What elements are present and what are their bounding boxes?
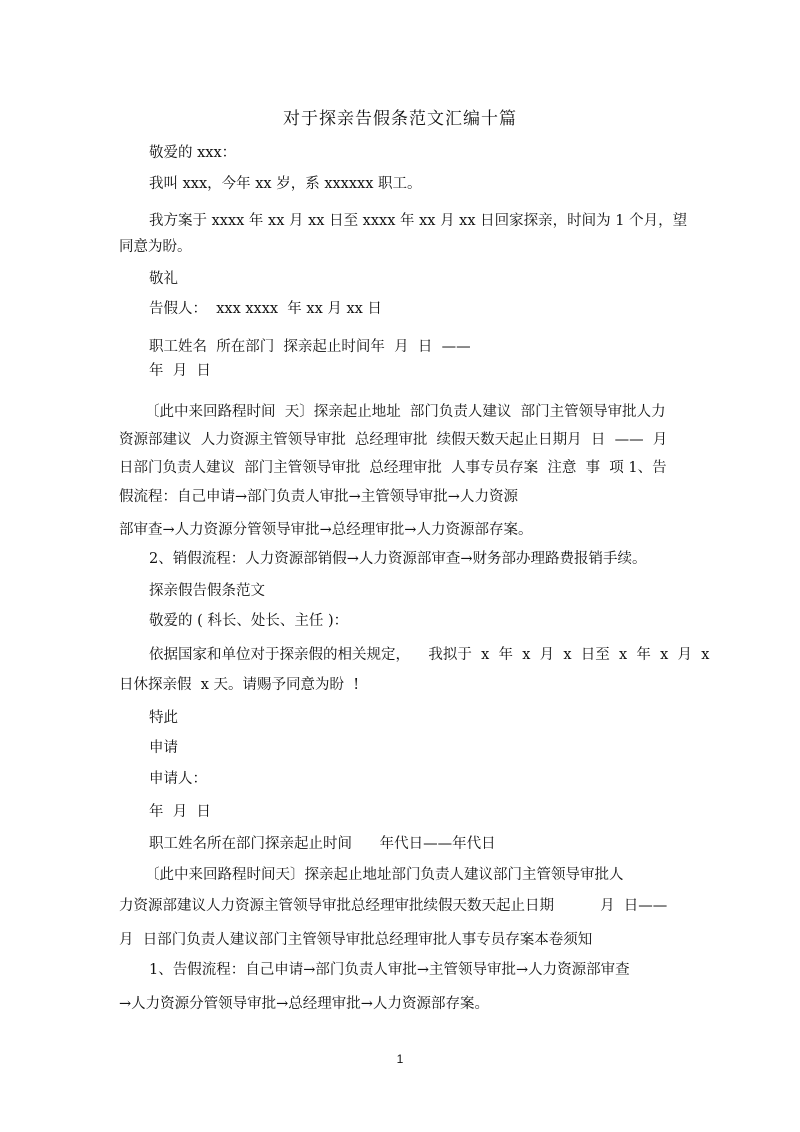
text-line: 1、告假流程：自己申请→部门负责人审批→主管领导审批→人力资源部审查 bbox=[149, 962, 630, 978]
text-line: 特此 bbox=[149, 710, 178, 726]
text-line: 部审查→人力资源分管领导审批→总经理审批→人力资源部存案。 bbox=[119, 522, 533, 538]
text-line: 职工姓名 所在部门 探亲起止时间年 月 日 —— bbox=[149, 339, 471, 355]
text-line: 资源部建议 人力资源主管领导审批 总经理审批 续假天数天起止日期月 日 —— 月 bbox=[119, 432, 668, 448]
text-line: 力资源部建议人力资源主管领导审批总经理审批续假天数天起止日期 月 日—— bbox=[119, 898, 668, 914]
text-line: 2、销假流程：人力资源部销假→人力资源部审查→财务部办理路费报销手续。 bbox=[149, 551, 647, 567]
text-line: 职工姓名所在部门探亲起止时间 年代日——年代日 bbox=[149, 836, 496, 852]
text-line: 告假人： xxx xxxx 年 xx 月 xx 日 bbox=[149, 301, 382, 317]
text-line: 日部门负责人建议 部门主管领导审批 总经理审批 人事专员存案 注意 事 项 1、告 bbox=[119, 460, 667, 476]
text-line: 我叫 xxx，今年 xx 岁，系 xxxxxx 职工。 bbox=[149, 176, 422, 192]
text-line: 探亲假告假条范文 bbox=[149, 583, 265, 599]
text-line: 〔此中来回路程时间 天〕探亲起止地址 部门负责人建议 部门主管领导审批人力 bbox=[145, 404, 666, 420]
text-line: 月 日部门负责人建议部门主管领导审批总经理审批人事专员存案本卷须知 bbox=[119, 932, 593, 948]
text-line: 年 月 日 bbox=[149, 363, 211, 379]
text-line: 〔此中来回路程时间天〕探亲起止地址部门负责人建议部门主管领导审批人 bbox=[145, 867, 624, 883]
text-line: 敬礼 bbox=[149, 271, 178, 287]
text-line: 申请人： bbox=[149, 771, 207, 787]
text-line: 年 月 日 bbox=[149, 804, 211, 820]
text-line: 假流程：自己申请→部门负责人审批→主管领导审批→人力资源 bbox=[119, 489, 518, 505]
text-line: →人力资源分管领导审批→总经理审批→人力资源部存案。 bbox=[119, 996, 489, 1012]
text-line: 申请 bbox=[149, 740, 178, 756]
document-title: 对于探亲告假条范文汇编十篇 bbox=[283, 109, 517, 129]
text-line: 同意为盼。 bbox=[119, 239, 192, 255]
text-line: 敬爱的 ( 科长、处长、主任 )： bbox=[149, 613, 349, 629]
text-line: 我方案于 xxxx 年 xx 月 xx 日至 xxxx 年 xx 月 xx 日回家探亲，时间为 1 个月，望 bbox=[149, 213, 688, 229]
page-number: 1 bbox=[396, 1052, 404, 1066]
text-line: 敬爱的 xxx： bbox=[149, 145, 237, 161]
text-line: 依据国家和单位对于探亲假的相关规定， 我拟于 x 年 x 月 x 日至 x 年 x 月 x bbox=[149, 647, 710, 663]
text-line: 日休探亲假 x 天。请赐予同意为盼 ! bbox=[119, 677, 360, 693]
